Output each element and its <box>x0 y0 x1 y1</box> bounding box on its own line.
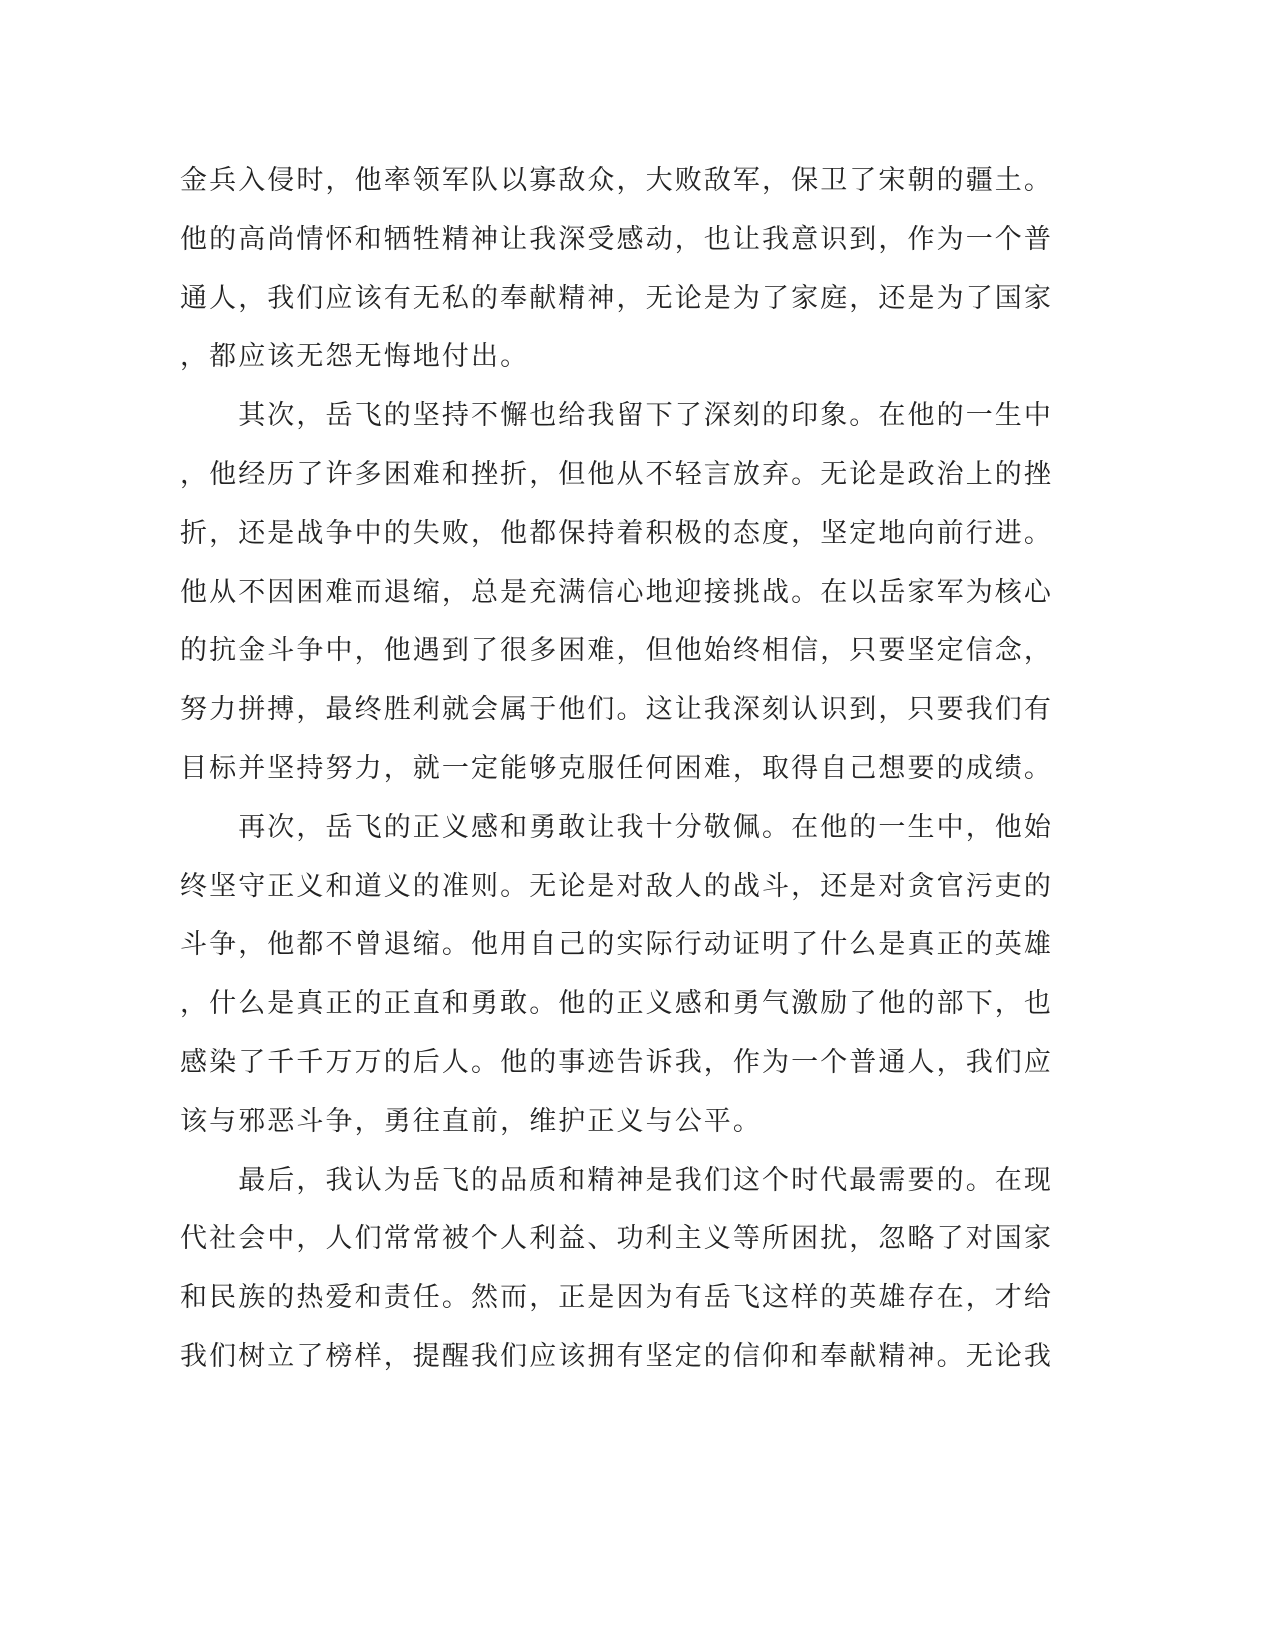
text-line: 折，还是战争中的失败，他都保持着积极的态度，坚定地向前行进。 <box>180 517 1053 549</box>
text-line: 他的高尚情怀和牺牲精神让我深受感动，也让我意识到，作为一个普 <box>180 223 1053 255</box>
text-line: 再次，岳飞的正义感和勇敢让我十分敬佩。在他的一生中，他始 <box>180 811 1053 843</box>
text-line: ，什么是真正的正直和勇敢。他的正义感和勇气激励了他的部下，也 <box>180 988 1053 1020</box>
text-line: 斗争，他都不曾退缩。他用自己的实际行动证明了什么是真正的英雄 <box>180 929 1053 961</box>
text-line: 目标并坚持努力，就一定能够克服任何困难，取得自己想要的成绩。 <box>180 752 1053 784</box>
text-line: 感染了千千万万的后人。他的事迹告诉我，作为一个普通人，我们应 <box>180 1046 1053 1078</box>
text-line: 努力拼搏，最终胜利就会属于他们。这让我深刻认识到，只要我们有 <box>180 694 1053 726</box>
document-body <box>180 152 1060 1387</box>
text-line: 和民族的热爱和责任。然而，正是因为有岳飞这样的英雄存在，才给 <box>180 1282 1053 1314</box>
text-line: 终坚守正义和道义的准则。无论是对敌人的战斗，还是对贪官污吏的 <box>180 870 1053 902</box>
text-line: 其次，岳飞的坚持不懈也给我留下了深刻的印象。在他的一生中 <box>180 400 1053 432</box>
text-line: 通人，我们应该有无私的奉献精神，无论是为了家庭，还是为了国家 <box>180 282 1053 314</box>
text-line: 代社会中，人们常常被个人利益、功利主义等所困扰，忽略了对国家 <box>180 1223 1053 1255</box>
text-line: 最后，我认为岳飞的品质和精神是我们这个时代最需要的。在现 <box>180 1164 1053 1196</box>
text-line: ，都应该无怨无悔地付出。 <box>180 341 530 373</box>
text-line: 金兵入侵时，他率领军队以寡敌众，大败敌军，保卫了宋朝的疆土。 <box>180 165 1053 196</box>
text-line: 我们树立了榜样，提醒我们应该拥有坚定的信仰和奉献精神。无论我 <box>180 1340 1053 1372</box>
text-line: ，他经历了许多困难和挫折，但他从不轻言放弃。无论是政治上的挫 <box>180 458 1053 490</box>
text-line: 的抗金斗争中，他遇到了很多困难，但他始终相信，只要坚定信念， <box>180 635 1053 667</box>
text-line: 他从不因困难而退缩，总是充满信心地迎接挑战。在以岳家军为核心 <box>180 576 1053 608</box>
text-line: 该与邪恶斗争，勇往直前，维护正义与公平。 <box>180 1105 762 1137</box>
